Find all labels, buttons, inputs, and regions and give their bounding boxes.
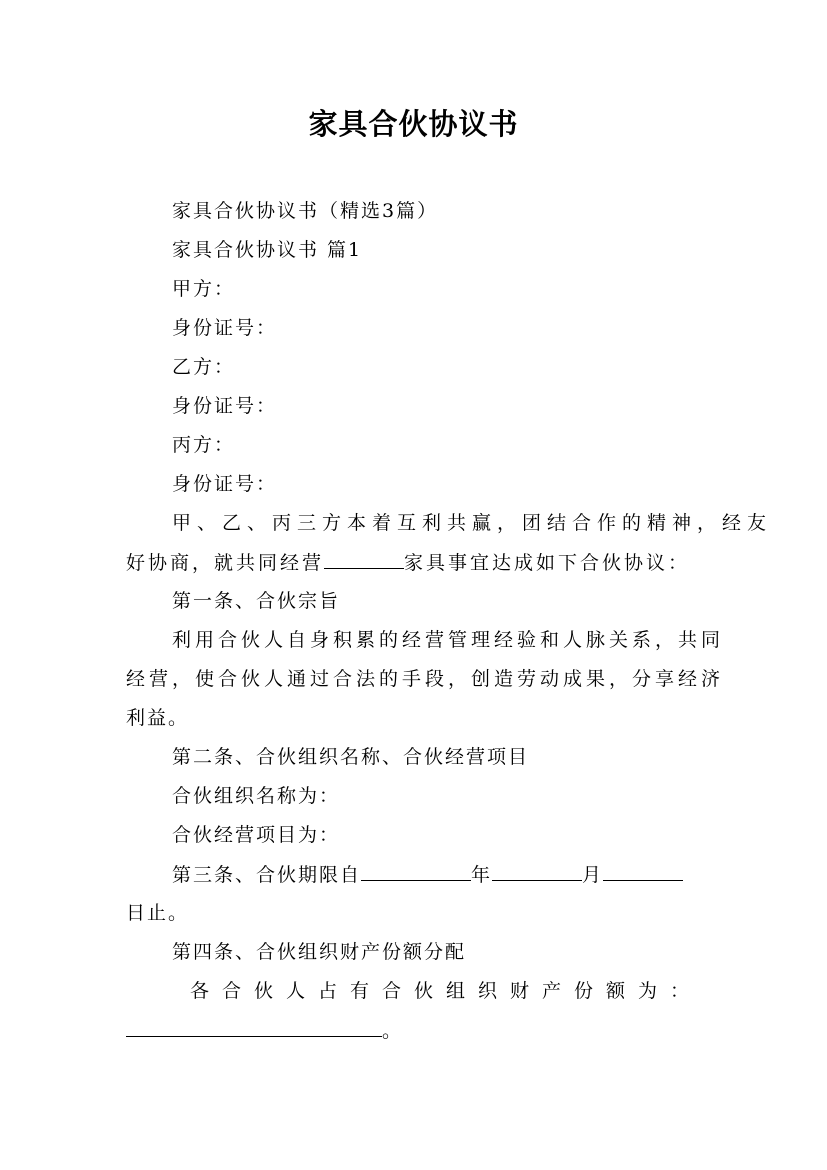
share-blank bbox=[126, 1017, 382, 1037]
paragraph-line: 利益。 bbox=[126, 707, 190, 729]
paragraph-text: 。 bbox=[382, 1020, 404, 1042]
year-label: 年 bbox=[471, 864, 493, 886]
article-1-heading: 第一条、合伙宗旨 bbox=[172, 590, 341, 612]
party-c-id-label: 身份证号： bbox=[172, 473, 278, 495]
article-3-end: 日止。 bbox=[126, 902, 190, 924]
article-4-heading: 第四条、合伙组织财产份额分配 bbox=[172, 941, 467, 963]
subtitle-line: 家具合伙协议书（精选3篇） bbox=[172, 200, 439, 222]
paragraph-line: 甲、乙、丙三方本着互利共赢，团结合作的精神，经友 bbox=[172, 512, 773, 534]
party-a-id-label: 身份证号： bbox=[172, 317, 278, 339]
party-c-label: 丙方： bbox=[172, 434, 236, 456]
year-blank bbox=[361, 861, 471, 881]
paragraph-line: 利用合伙人自身积累的经营管理经验和人脉关系，共同 bbox=[172, 629, 725, 651]
paragraph-line bbox=[126, 549, 690, 576]
section-heading: 家具合伙协议书 篇1 bbox=[172, 239, 363, 261]
party-b-id-label: 身份证号： bbox=[172, 395, 278, 417]
month-label: 月 bbox=[582, 864, 604, 886]
paragraph-text: 家具事宜达成如下合伙协议： bbox=[404, 552, 691, 574]
org-name-label: 合伙组织名称为： bbox=[172, 785, 341, 807]
party-b-label: 乙方： bbox=[172, 356, 236, 378]
paragraph-line: 各合伙人占有合伙组织财产份额为： bbox=[190, 980, 703, 1002]
party-a-label: 甲方： bbox=[172, 278, 236, 300]
article-2-heading: 第二条、合伙组织名称、合伙经营项目 bbox=[172, 746, 530, 768]
paragraph-line: 经营，使合伙人通过合法的手段，创造劳动成果，分享经济 bbox=[126, 668, 725, 690]
fill-blank bbox=[324, 549, 404, 569]
document-title: 家具合伙协议书 bbox=[308, 107, 519, 141]
business-item-label: 合伙经营项目为： bbox=[172, 824, 341, 846]
paragraph-text: 好协商，就共同经营 bbox=[126, 552, 325, 574]
paragraph-line bbox=[126, 1017, 403, 1044]
month-blank bbox=[492, 861, 582, 881]
article-3-line bbox=[172, 861, 683, 888]
article-3-text: 第三条、合伙期限自 bbox=[172, 864, 362, 886]
day-blank bbox=[603, 861, 683, 881]
